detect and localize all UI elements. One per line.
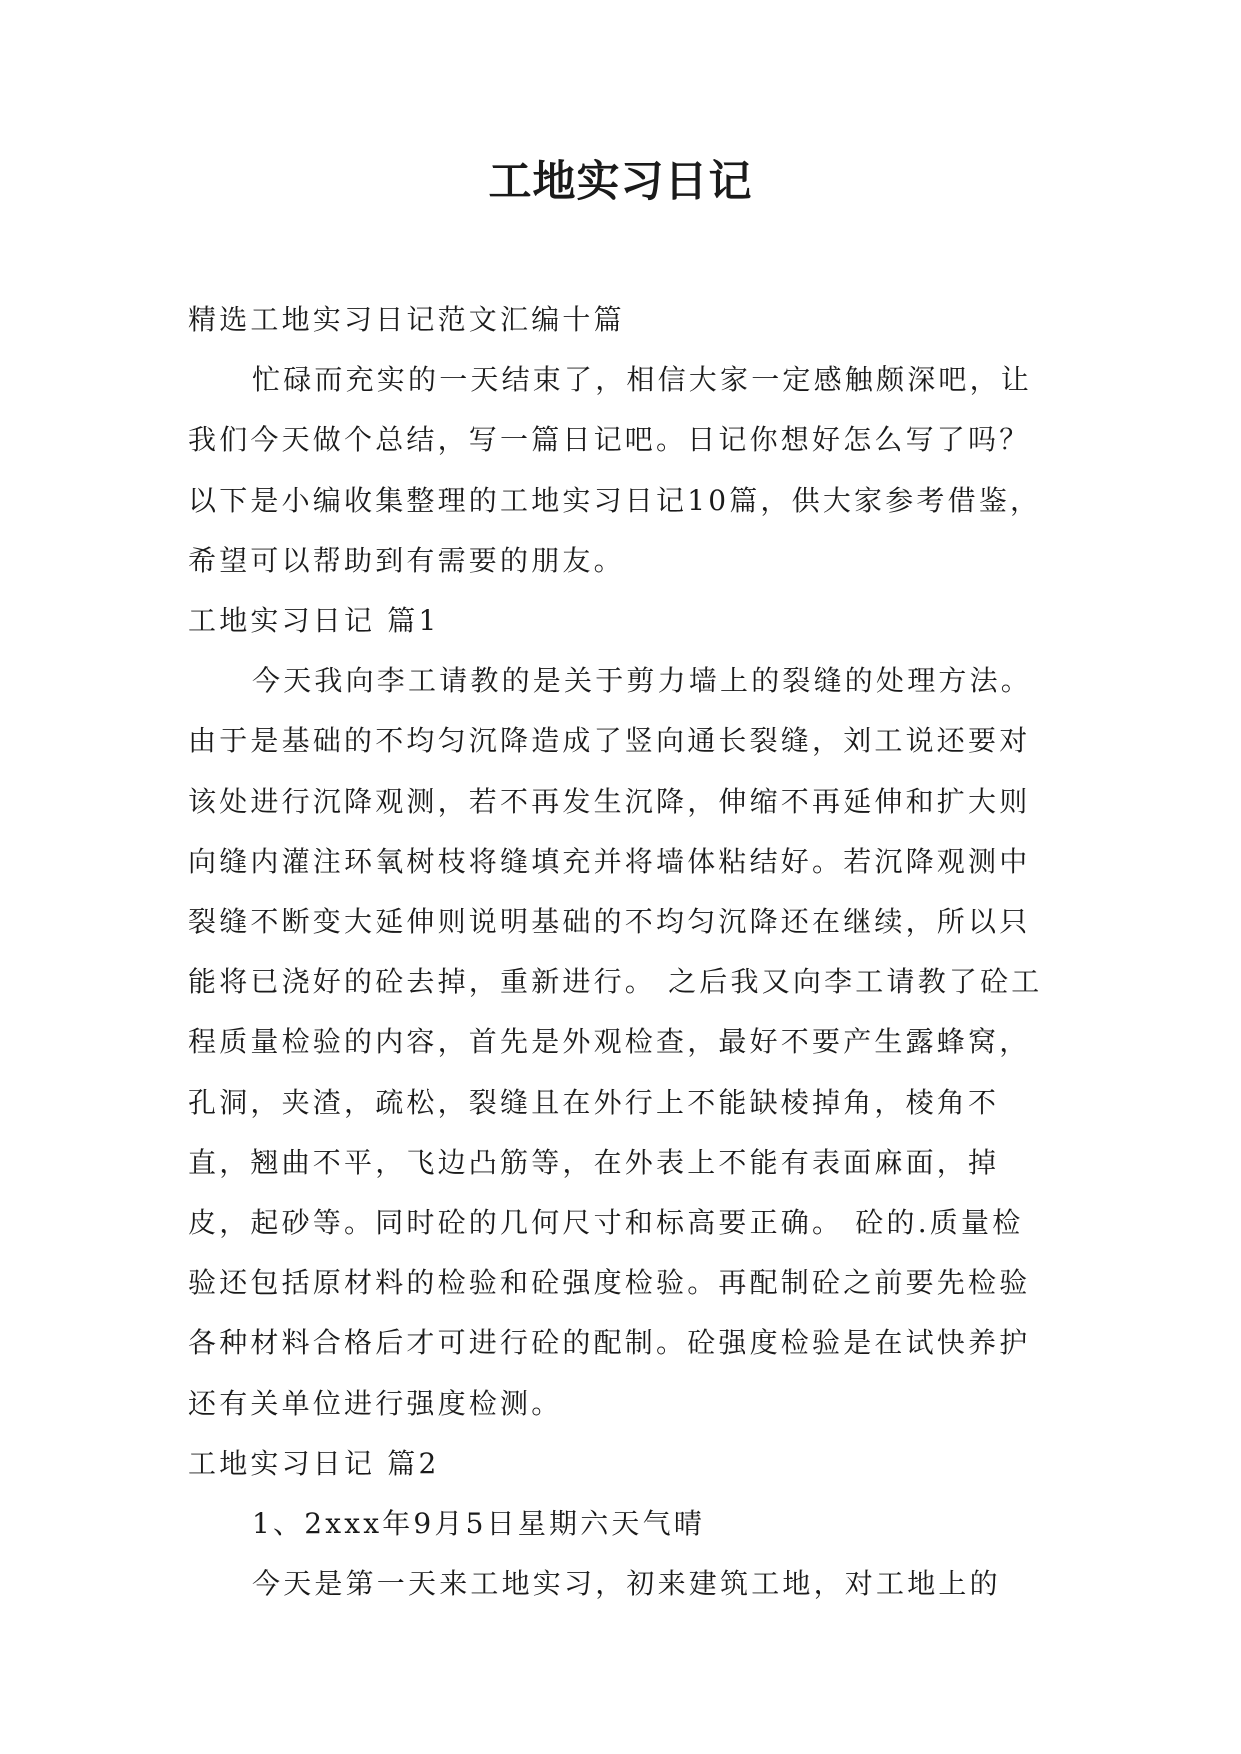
document-body — [188, 290, 1054, 1614]
document-subtitle: 精选工地实习日记范文汇编十篇 — [188, 303, 625, 336]
document-title: 工地实习日记 — [488, 157, 753, 207]
section-2-paragraph-1: 1、2xxx年9月5日星期六天气晴 — [252, 1507, 706, 1541]
section-heading-1: 工地实习日记 篇1 — [188, 604, 440, 638]
section-1-paragraph-1: 今天我向李工请教的是关于剪力墙上的裂缝的处理方法。由于是基础的不均匀沉降造成了竖向通长裂缝，刘工说还要对该处进行沉降观测，若不再发生沉降，伸缩不再延伸和扩大则向缝内灌注环氧树枝将缝填充并将墙体粘结好。若沉降观测中裂缝不断变大延伸则说明基础的不均匀沉降还在继续，所以只能将已浇好的砼去掉，重新进行。 之后我又向李工请教了砼工程质量检验的内容，首先是外观检查，最好不要产生露蜂窝，孔洞，夹渣，疏松，裂缝且在外行上不能缺棱掉角，棱角不直，翘曲不平，飞边凸筋等，在外表上不能有表面麻面，掉皮，起砂等。同时砼的几何尺寸和标高要正确。 砼的.质量检验还包括原材料的检验和砼强度检验。再配制砼之前要先检验各种材料合格后才可进行砼的配制。砼强度检验是在试快养护还有关单位进行强度检测。 — [188, 664, 1043, 1420]
intro-paragraph: 忙碌而充实的一天结束了，相信大家一定感触颇深吧，让我们今天做个总结，写一篇日记吧。日记你想好怎么写了吗？以下是小编收集整理的工地实习日记10篇，供大家参考借鉴，希望可以帮助到有需要的朋友。 — [188, 363, 1042, 577]
section-2-paragraph-2: 今天是第一天来工地实习，初来建筑工地，对工地上的 — [252, 1567, 1001, 1601]
section-heading-2: 工地实习日记 篇2 — [188, 1446, 440, 1480]
